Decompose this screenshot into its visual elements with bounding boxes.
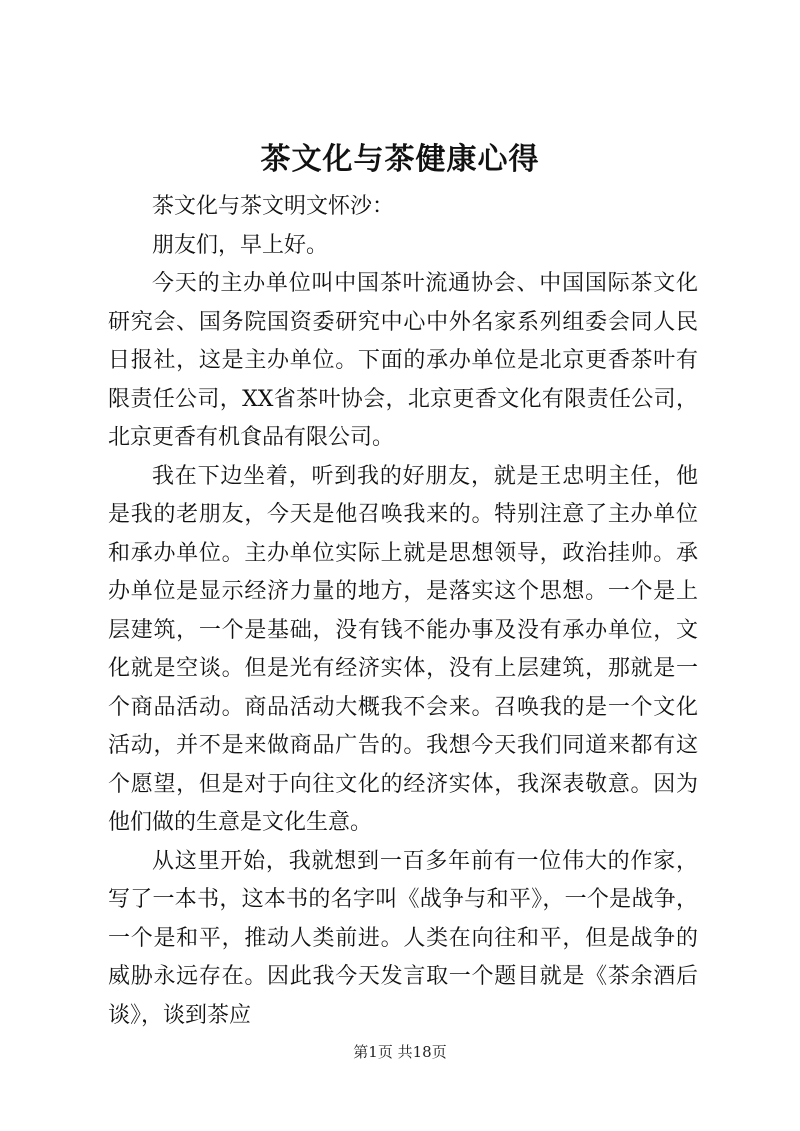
paragraph-5: 从这里开始，我就想到一百多年前有一位伟大的作家，写了一本书，这本书的名字叫《战争与和平》，一个是战争，一个是和平，推动人类前进。人类在向往和平，但是战争的威胁永远存在。因此我今天发言取一个题目就是《茶余酒后谈》，谈到茶应 — [108, 848, 698, 1028]
paragraph-4: 我在下边坐着，听到我的好朋友，就是王忠明主任，他是我的老朋友，今天是他召唤我来的。特别注意了主办单位和承办单位。主办单位实际上就是思想领导，政治挂帅。承办单位是显示经济力量的地方，是落实这个思想。一个是上层建筑，一个是基础，没有钱不能办事及没有承办单位，文化就是空谈。但是光有经济实体，没有上层建筑，那就是一个商品活动。商品活动大概我不会来。召唤我的是一个文化活动，并不是来做商品广告的。我想今天我们同道来都有这个愿望，但是对于向往文化的经济实体，我深表敬意。因为他们做的生意是文化生意。 — [108, 463, 698, 835]
page-number-footer: 第1页 共18页 — [353, 1043, 447, 1061]
paragraph-1: 茶文化与茶文明文怀沙： — [152, 194, 395, 219]
document-body — [108, 188, 698, 1035]
document-title: 茶文化与茶健康心得 — [260, 142, 540, 177]
paragraph-3: 今天的主办单位叫中国茶叶流通协会、中国国际茶文化研究会、国务院国资委研究中心中外名家系列组委会同人民日报社，这是主办单位。下面的承办单位是北京更香茶叶有限责任公司，XX省茶叶协会，北京更香文化有限责任公司，北京更香有机食品有限公司。 — [108, 271, 698, 450]
paragraph-2: 朋友们，早上好。 — [152, 232, 329, 258]
